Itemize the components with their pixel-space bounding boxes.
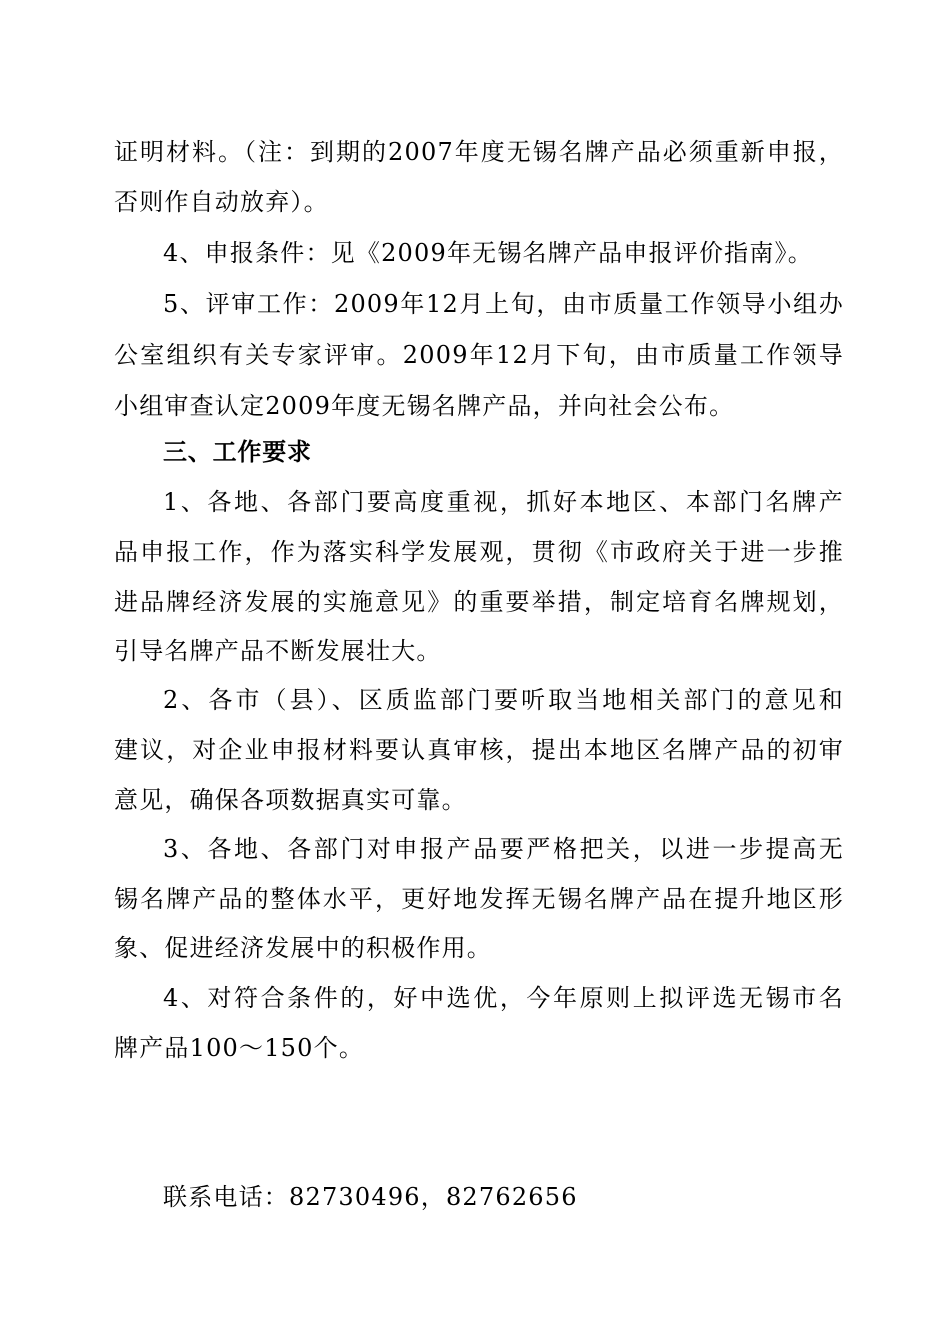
paragraph-line: 4、对符合条件的，好中选优，今年原则上拟评选无锡市名: [163, 984, 844, 1012]
paragraph-line: 锡名牌产品的整体水平，更好地发挥无锡名牌产品在提升地区形: [114, 885, 844, 913]
paragraph-line: 证明材料。（注：到期的2007年度无锡名牌产品必须重新申报，: [114, 138, 844, 166]
paragraph-line: 否则作自动放弃）。: [114, 188, 329, 216]
paragraph-line: 公室组织有关专家评审。2009年12月下旬，由市质量工作领导: [114, 341, 844, 369]
section-heading: 三、工作要求: [163, 438, 312, 466]
paragraph-line: 1、各地、各部门要高度重视，抓好本地区、本部门名牌产: [163, 488, 844, 516]
paragraph-line: 品申报工作，作为落实科学发展观，贯彻《市政府关于进一步推: [114, 538, 844, 566]
contact-phone: 联系电话：82730496，82762656: [163, 1183, 578, 1211]
paragraph-line: 引导名牌产品不断发展壮大。: [114, 637, 442, 665]
paragraph-line: 3、各地、各部门对申报产品要严格把关，以进一步提高无: [163, 835, 844, 863]
paragraph-line: 5、评审工作：2009年12月上旬，由市质量工作领导小组办: [163, 290, 844, 318]
paragraph-line: 牌产品100～150个。: [114, 1034, 365, 1062]
paragraph-line: 意见，确保各项数据真实可靠。: [114, 786, 467, 814]
paragraph-line: 4、申报条件：见《2009年无锡名牌产品申报评价指南》。: [163, 239, 813, 267]
paragraph-line: 小组审查认定2009年度无锡名牌产品，并向社会公布。: [114, 392, 735, 420]
paragraph-line: 进品牌经济发展的实施意见》的重要举措，制定培育名牌规划，: [114, 588, 844, 616]
paragraph-line: 2、各市（县）、区质监部门要听取当地相关部门的意见和: [163, 686, 844, 714]
paragraph-line: 建议，对企业申报材料要认真审核，提出本地区名牌产品的初审: [114, 736, 844, 764]
paragraph-line: 象、促进经济发展中的积极作用。: [114, 934, 492, 962]
